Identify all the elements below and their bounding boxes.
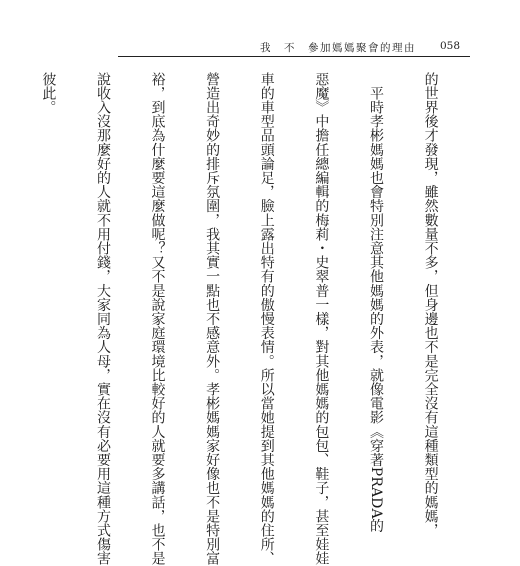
text-line: 車的車型品頭論足，臉上露出特有的傲慢表情。所以當她提到其他媽媽的住所、 xyxy=(258,72,275,566)
text-line: 說收入沒那麼好的人就不用付錢，大家同為人母，實在沒有必要用這種方式傷害 xyxy=(94,72,111,566)
text-line: 營造出奇妙的排斥氛圍，我其實一點也不感意外。孝彬媽媽家好像也不是特別富 xyxy=(204,72,221,566)
text-line: 彼此。 xyxy=(40,72,57,115)
text-line: 平時孝彬媽媽也會特別注意其他媽媽的外表，就像電影《穿著PRADA的 xyxy=(367,72,384,533)
running-header-title: 我 不 參加媽媽聚會的理由 xyxy=(260,42,416,54)
text-line: 惡魔》中擔任總編輯的梅莉・史翠普一樣，對其他媽媽的包包、鞋子，甚至娃娃 xyxy=(313,72,330,566)
page-number: 058 xyxy=(440,40,461,52)
text-line: 的世界後才發現，雖然數量不多，但身邊也不是完全沒有這種類型的媽媽， xyxy=(422,72,439,538)
text-line: 裕，到底為什麼要這麼做呢？又不是說家庭環境比較好的人就要多講話，也不是 xyxy=(149,72,166,566)
body-text xyxy=(40,72,476,566)
header-divider xyxy=(118,56,470,57)
